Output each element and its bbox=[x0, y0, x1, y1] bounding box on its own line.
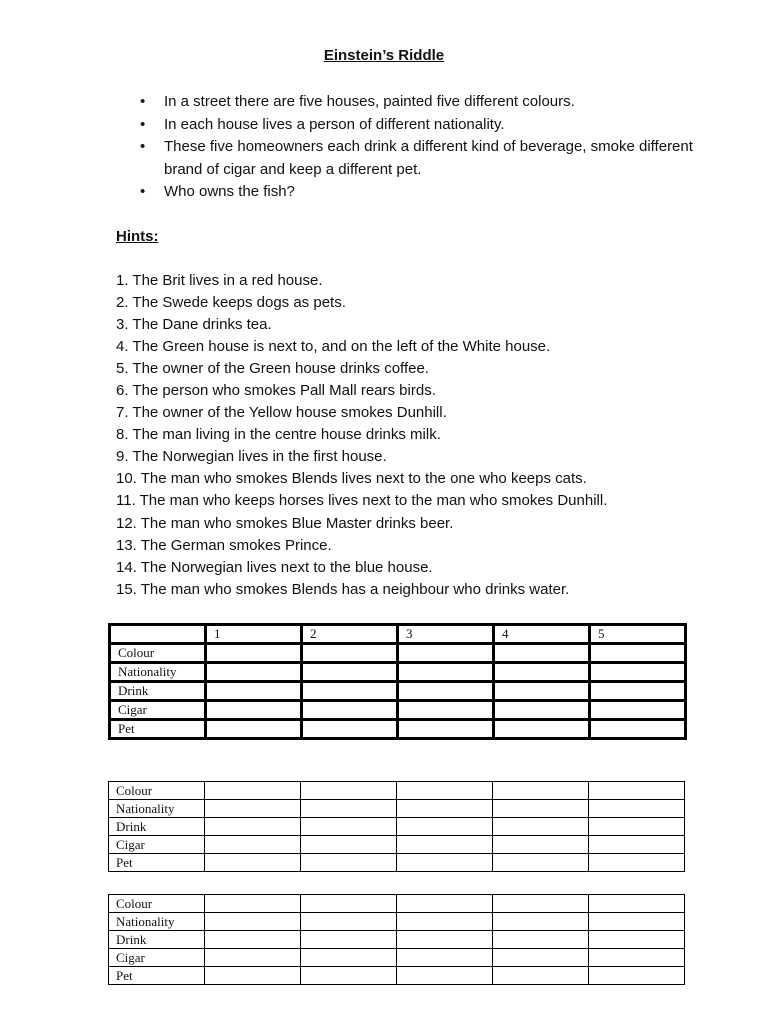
grid-cell[interactable] bbox=[589, 782, 685, 800]
hint-item: 6. The person who smokes Pall Mall rears birds. bbox=[116, 382, 436, 400]
grid-cell[interactable] bbox=[398, 720, 494, 739]
grid-cell[interactable] bbox=[590, 663, 686, 682]
hint-item: 13. The German smokes Prince. bbox=[116, 536, 332, 554]
grid-cell[interactable] bbox=[205, 949, 301, 967]
grid-row bbox=[109, 913, 685, 931]
grid-cell[interactable] bbox=[397, 854, 493, 872]
house-number-header: 2 bbox=[302, 625, 398, 644]
row-label: Colour bbox=[109, 895, 205, 913]
scratch-grid-2 bbox=[108, 894, 685, 985]
grid-cell[interactable] bbox=[494, 644, 590, 663]
grid-cell[interactable] bbox=[493, 913, 589, 931]
house-number-header: 3 bbox=[398, 625, 494, 644]
grid-cell[interactable] bbox=[493, 782, 589, 800]
row-label: Pet bbox=[109, 854, 205, 872]
grid-cell[interactable] bbox=[397, 782, 493, 800]
grid-row bbox=[109, 931, 685, 949]
grid-cell[interactable] bbox=[589, 818, 685, 836]
grid-cell[interactable] bbox=[493, 967, 589, 985]
grid-cell[interactable] bbox=[301, 967, 397, 985]
hint-item: 7. The owner of the Yellow house smokes Dunhill. bbox=[116, 404, 447, 422]
grid-cell[interactable] bbox=[301, 913, 397, 931]
grid-cell[interactable] bbox=[397, 949, 493, 967]
grid-cell[interactable] bbox=[205, 913, 301, 931]
grid-cell[interactable] bbox=[301, 854, 397, 872]
grid-cell[interactable] bbox=[206, 720, 302, 739]
hint-item: 10. The man who smokes Blends lives next to the one who keeps cats. bbox=[116, 470, 587, 488]
grid-row bbox=[109, 782, 685, 800]
grid-cell[interactable] bbox=[589, 913, 685, 931]
grid-cell[interactable] bbox=[205, 967, 301, 985]
row-label: Pet bbox=[109, 967, 205, 985]
grid-cell[interactable] bbox=[494, 663, 590, 682]
grid-row bbox=[110, 701, 686, 720]
grid-cell[interactable] bbox=[397, 800, 493, 818]
grid-cell[interactable] bbox=[397, 836, 493, 854]
row-label: Pet bbox=[110, 720, 206, 739]
hint-item: 1. The Brit lives in a red house. bbox=[116, 272, 323, 289]
grid-cell[interactable] bbox=[301, 782, 397, 800]
grid-cell[interactable] bbox=[398, 682, 494, 701]
grid-cell[interactable] bbox=[398, 701, 494, 720]
row-label: Nationality bbox=[109, 913, 205, 931]
row-label: Colour bbox=[110, 644, 206, 663]
grid-cell[interactable] bbox=[206, 701, 302, 720]
grid-cell[interactable] bbox=[301, 949, 397, 967]
row-label: Drink bbox=[109, 931, 205, 949]
row-label: Cigar bbox=[110, 701, 206, 720]
hints-list bbox=[116, 270, 607, 601]
hint-item: 5. The owner of the Green house drinks coffee. bbox=[116, 360, 429, 378]
grid-cell[interactable] bbox=[301, 895, 397, 913]
grid-cell[interactable] bbox=[302, 701, 398, 720]
grid-cell[interactable] bbox=[494, 682, 590, 701]
grid-cell[interactable] bbox=[493, 818, 589, 836]
intro-bullet: • These five homeowners each drink a different kind of beverage, smoke different brand of cigar and keep a different pet. bbox=[140, 136, 700, 181]
grid-cell[interactable] bbox=[493, 895, 589, 913]
grid-cell[interactable] bbox=[493, 836, 589, 854]
hint-item: 3. The Dane drinks tea. bbox=[116, 316, 272, 334]
grid-row bbox=[110, 663, 686, 682]
grid-cell[interactable] bbox=[205, 782, 301, 800]
solution-grid-main bbox=[108, 623, 687, 740]
hint-item: 14. The Norwegian lives next to the blue house. bbox=[116, 558, 433, 576]
row-label: Nationality bbox=[110, 663, 206, 682]
grid-cell[interactable] bbox=[398, 663, 494, 682]
grid-row bbox=[109, 854, 685, 872]
row-label: Drink bbox=[109, 818, 205, 836]
intro-bullet: • In each house lives a person of different nationality. bbox=[140, 114, 700, 137]
house-number-header: 4 bbox=[494, 625, 590, 644]
grid-cell[interactable] bbox=[301, 931, 397, 949]
grid-cell[interactable] bbox=[302, 682, 398, 701]
hint-item: 12. The man who smokes Blue Master drinks beer. bbox=[116, 514, 454, 532]
grid-cell[interactable] bbox=[589, 836, 685, 854]
row-label: Nationality bbox=[109, 800, 205, 818]
grid-cell[interactable] bbox=[589, 967, 685, 985]
grid-row bbox=[110, 682, 686, 701]
intro-bullet: • Who owns the fish? bbox=[140, 181, 700, 204]
grid-row bbox=[110, 644, 686, 663]
grid-cell[interactable] bbox=[206, 644, 302, 663]
grid-cell[interactable] bbox=[205, 854, 301, 872]
row-label: Colour bbox=[109, 782, 205, 800]
house-number-header: 5 bbox=[590, 625, 686, 644]
row-label: Cigar bbox=[109, 836, 205, 854]
hint-item: 2. The Swede keeps dogs as pets. bbox=[116, 294, 346, 312]
grid-cell[interactable] bbox=[589, 931, 685, 949]
grid-cell[interactable] bbox=[494, 720, 590, 739]
grid-row bbox=[109, 895, 685, 913]
grid-cell[interactable] bbox=[397, 818, 493, 836]
grid-row bbox=[109, 949, 685, 967]
grid-cell[interactable] bbox=[397, 931, 493, 949]
grid-cell[interactable] bbox=[590, 682, 686, 701]
grid-cell[interactable] bbox=[205, 931, 301, 949]
grid-header-row bbox=[110, 625, 686, 644]
intro-bullet-list bbox=[140, 91, 700, 204]
row-label: Drink bbox=[110, 682, 206, 701]
house-number-header: 1 bbox=[206, 625, 302, 644]
grid-row bbox=[109, 836, 685, 854]
grid-row bbox=[109, 800, 685, 818]
grid-cell[interactable] bbox=[302, 663, 398, 682]
grid-cell[interactable] bbox=[206, 682, 302, 701]
grid-cell[interactable] bbox=[301, 800, 397, 818]
page-title: Einstein’s Riddle bbox=[323, 47, 445, 64]
grid-cell[interactable] bbox=[494, 701, 590, 720]
grid-cell[interactable] bbox=[205, 818, 301, 836]
grid-cell[interactable] bbox=[589, 854, 685, 872]
grid-cell[interactable] bbox=[206, 663, 302, 682]
grid-cell[interactable] bbox=[589, 800, 685, 818]
grid-cell[interactable] bbox=[398, 644, 494, 663]
grid-cell[interactable] bbox=[301, 836, 397, 854]
grid-cell[interactable] bbox=[302, 720, 398, 739]
grid-row bbox=[109, 818, 685, 836]
grid-cell[interactable] bbox=[397, 913, 493, 931]
grid-cell[interactable] bbox=[302, 644, 398, 663]
grid-cell[interactable] bbox=[205, 800, 301, 818]
grid-cell[interactable] bbox=[589, 895, 685, 913]
grid-cell[interactable] bbox=[397, 895, 493, 913]
grid-cell[interactable] bbox=[205, 836, 301, 854]
grid-cell[interactable] bbox=[493, 800, 589, 818]
grid-cell[interactable] bbox=[589, 949, 685, 967]
hint-item: 15. The man who smokes Blends has a neighbour who drinks water. bbox=[116, 580, 570, 598]
hint-item: 4. The Green house is next to, and on the left of the White house. bbox=[116, 338, 551, 356]
hints-heading: Hints: bbox=[116, 228, 159, 245]
row-label: Cigar bbox=[109, 949, 205, 967]
grid-cell[interactable] bbox=[493, 931, 589, 949]
grid-corner-cell bbox=[110, 625, 206, 644]
intro-bullet: • In a street there are five houses, painted five different colours. bbox=[140, 91, 700, 114]
grid-cell[interactable] bbox=[590, 701, 686, 720]
grid-cell[interactable] bbox=[493, 854, 589, 872]
grid-cell[interactable] bbox=[493, 949, 589, 967]
grid-cell[interactable] bbox=[205, 895, 301, 913]
grid-cell[interactable] bbox=[397, 967, 493, 985]
grid-cell[interactable] bbox=[590, 720, 686, 739]
scratch-grid-1 bbox=[108, 781, 685, 872]
grid-row bbox=[110, 720, 686, 739]
grid-cell[interactable] bbox=[590, 644, 686, 663]
hint-item: 11. The man who keeps horses lives next to the man who smokes Dunhill. bbox=[116, 492, 608, 510]
hint-item: 9. The Norwegian lives in the first house. bbox=[116, 448, 387, 466]
grid-cell[interactable] bbox=[301, 818, 397, 836]
grid-row bbox=[109, 967, 685, 985]
hint-item: 8. The man living in the centre house drinks milk. bbox=[116, 426, 441, 444]
